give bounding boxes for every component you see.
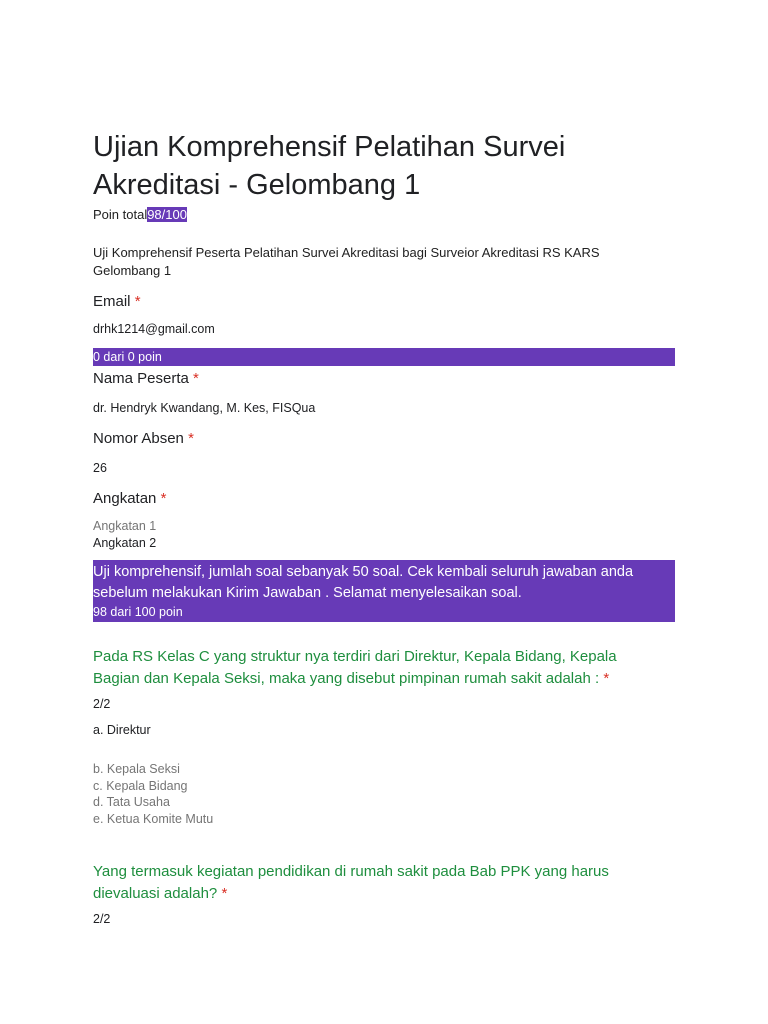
nomor-label bbox=[93, 429, 194, 449]
total-points-label: Poin total bbox=[93, 207, 148, 222]
nama-value: dr. Hendryk Kwandang, M. Kes, FISQua bbox=[93, 401, 316, 415]
angkatan-option-selected: Angkatan 2 bbox=[93, 536, 157, 550]
question-1 bbox=[93, 646, 653, 690]
question-2-score: 2/2 bbox=[93, 912, 111, 926]
question-2 bbox=[93, 861, 653, 905]
email-points-bar bbox=[93, 348, 675, 366]
angkatan-label bbox=[93, 489, 166, 509]
question-text: Pada RS Kelas C yang struktur nya terdiri dari Direktur, Kepala Bidang, Kepala Bagian dan Kepala Seksi, maka yang disebut pimpinan rumah sakit adalah : bbox=[93, 648, 617, 687]
answer-option: b. Kepala Seksi bbox=[93, 762, 180, 776]
nama-label bbox=[93, 369, 199, 389]
nama-label-text: Nama Peserta bbox=[93, 370, 189, 387]
required-mark: * bbox=[221, 885, 228, 902]
required-mark: * bbox=[603, 670, 610, 687]
total-points bbox=[93, 207, 187, 223]
answer-option: e. Ketua Komite Mutu bbox=[93, 811, 214, 826]
angkatan-label-text: Angkatan bbox=[93, 490, 157, 507]
total-points-value: 98/100 bbox=[147, 207, 187, 222]
section-points: 98 dari 100 poin bbox=[93, 605, 183, 619]
email-points: 0 dari 0 poin bbox=[93, 350, 162, 364]
form-title: Ujian Komprehensif Pelatihan Survei Akreditasi - Gelombang 1 bbox=[93, 131, 566, 201]
email-value: drhk1214@gmail.com bbox=[93, 322, 215, 336]
form-description: Uji Komprehensif Peserta Pelatihan Survei Akreditasi bagi Surveior Akreditasi RS KARS Gelombang 1 bbox=[93, 245, 600, 278]
required-mark: * bbox=[188, 430, 194, 447]
email-label bbox=[93, 292, 141, 312]
required-mark: * bbox=[134, 293, 141, 310]
email-label-text: Email bbox=[93, 293, 131, 310]
section-message: Uji komprehensif, jumlah soal sebanyak 50 soal. Cek kembali seluruh jawaban anda sebelum melakukan Kirim Jawaban . Selamat menyelesaikan soal. bbox=[93, 564, 634, 601]
answer-option: d. Tata Usaha bbox=[93, 795, 170, 809]
section-header bbox=[93, 560, 675, 622]
angkatan-option: Angkatan 1 bbox=[93, 519, 157, 533]
question-1-score: 2/2 bbox=[93, 697, 111, 711]
question-text: Yang termasuk kegiatan pendidikan di rumah sakit pada Bab PPK yang harus dievaluasi adalah? bbox=[93, 863, 609, 902]
nomor-value: 26 bbox=[93, 461, 107, 475]
question-1-selected-answer: a. Direktur bbox=[93, 723, 151, 737]
question-1-options bbox=[93, 761, 213, 827]
required-mark: * bbox=[160, 490, 167, 507]
answer-option: c. Kepala Bidang bbox=[93, 778, 188, 793]
nomor-label-text: Nomor Absen bbox=[93, 430, 184, 447]
required-mark: * bbox=[193, 370, 199, 387]
